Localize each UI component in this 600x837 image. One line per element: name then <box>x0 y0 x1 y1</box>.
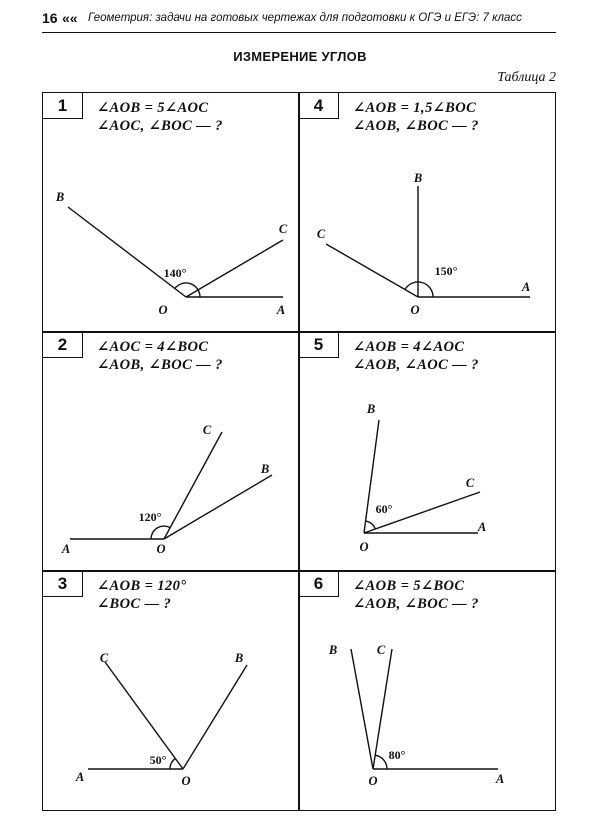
diagram-6 <box>328 643 504 788</box>
angle-label: 50° <box>149 753 167 767</box>
point-label-b: B <box>234 651 244 665</box>
ray-oc <box>105 662 183 769</box>
angle-arc <box>170 759 175 770</box>
diagram-3 <box>75 651 247 788</box>
point-label-c: C <box>465 476 475 490</box>
diagram-4 <box>317 171 530 317</box>
point-label-o: O <box>410 303 420 317</box>
ray-ob <box>364 420 379 533</box>
point-label-a: A <box>276 303 286 317</box>
problem-find: ∠AOB, ∠AOC — ? <box>353 357 479 373</box>
diagram-1 <box>55 190 288 317</box>
problem-find: ∠AOC, ∠BOC — ? <box>97 118 223 134</box>
running-title: Геометрия: задачи на готовых чертежах для подготовки к ОГЭ и ЕГЭ: 7 класс <box>88 12 522 24</box>
problem-number: 2 <box>43 332 83 358</box>
point-label-b: B <box>328 643 338 657</box>
point-label-b: B <box>55 190 65 204</box>
problem-given: ∠AOC = 4∠BOC <box>97 339 209 355</box>
problem-given: ∠AOB = 1,5∠BOC <box>353 100 477 116</box>
point-label-o: O <box>156 542 166 556</box>
angle-label: 120° <box>138 510 162 524</box>
ray-oc <box>326 244 418 297</box>
point-label-a: A <box>495 772 505 786</box>
angle-label: 150° <box>434 264 458 278</box>
problem-number: 5 <box>299 332 339 358</box>
table-label: Таблица 2 <box>497 70 556 85</box>
problem-given: ∠AOB = 4∠AOC <box>353 339 465 355</box>
angle-label: 80° <box>388 748 406 762</box>
point-label-b: B <box>260 462 270 476</box>
point-label-o: O <box>181 774 191 788</box>
problem-find: ∠AOB, ∠BOC — ? <box>353 118 479 134</box>
ray-ob <box>351 649 373 769</box>
angle-label: 140° <box>163 266 187 280</box>
header-marker: «« <box>62 10 78 26</box>
point-label-o: O <box>158 303 168 317</box>
angle-arc <box>405 282 433 297</box>
point-label-c: C <box>202 423 212 437</box>
point-label-c: C <box>99 651 109 665</box>
point-label-o: O <box>359 540 369 554</box>
angle-arc <box>375 755 387 769</box>
problem-number: 6 <box>299 571 339 597</box>
problem-given: ∠AOB = 120° <box>97 578 187 594</box>
problem-number: 1 <box>43 93 83 119</box>
point-label-a: A <box>521 280 531 294</box>
point-label-o: O <box>368 774 378 788</box>
problem-number: 3 <box>43 571 83 597</box>
problem-given: ∠AOB = 5∠BOC <box>353 578 465 594</box>
problem-find: ∠AOB, ∠BOC — ? <box>97 357 223 373</box>
angle-arc <box>175 283 200 297</box>
page-number: 16 <box>42 10 58 26</box>
page-title: ИЗМЕРЕНИЕ УГЛОВ <box>233 49 367 64</box>
point-label-c: C <box>316 227 326 241</box>
point-label-a: A <box>75 770 85 784</box>
problem-find: ∠AOB, ∠BOC — ? <box>353 596 479 612</box>
problem-given: ∠AOB = 5∠AOC <box>97 100 209 116</box>
problem-number: 4 <box>299 93 339 119</box>
point-label-a: A <box>477 520 487 534</box>
ray-oc <box>164 432 222 539</box>
angle-arc <box>366 521 376 529</box>
point-label-c: C <box>376 643 386 657</box>
ray-ob <box>68 207 186 297</box>
diagram-2 <box>61 423 272 556</box>
point-label-b: B <box>413 171 423 185</box>
diagram-5 <box>359 402 486 554</box>
ray-ob <box>183 665 247 769</box>
point-label-b: B <box>366 402 376 416</box>
point-label-a: A <box>61 542 71 556</box>
problem-find: ∠BOC — ? <box>97 596 172 612</box>
ray-ob <box>164 475 272 539</box>
angle-label: 60° <box>375 502 393 516</box>
point-label-c: C <box>278 222 288 236</box>
ray-oc <box>186 240 283 297</box>
